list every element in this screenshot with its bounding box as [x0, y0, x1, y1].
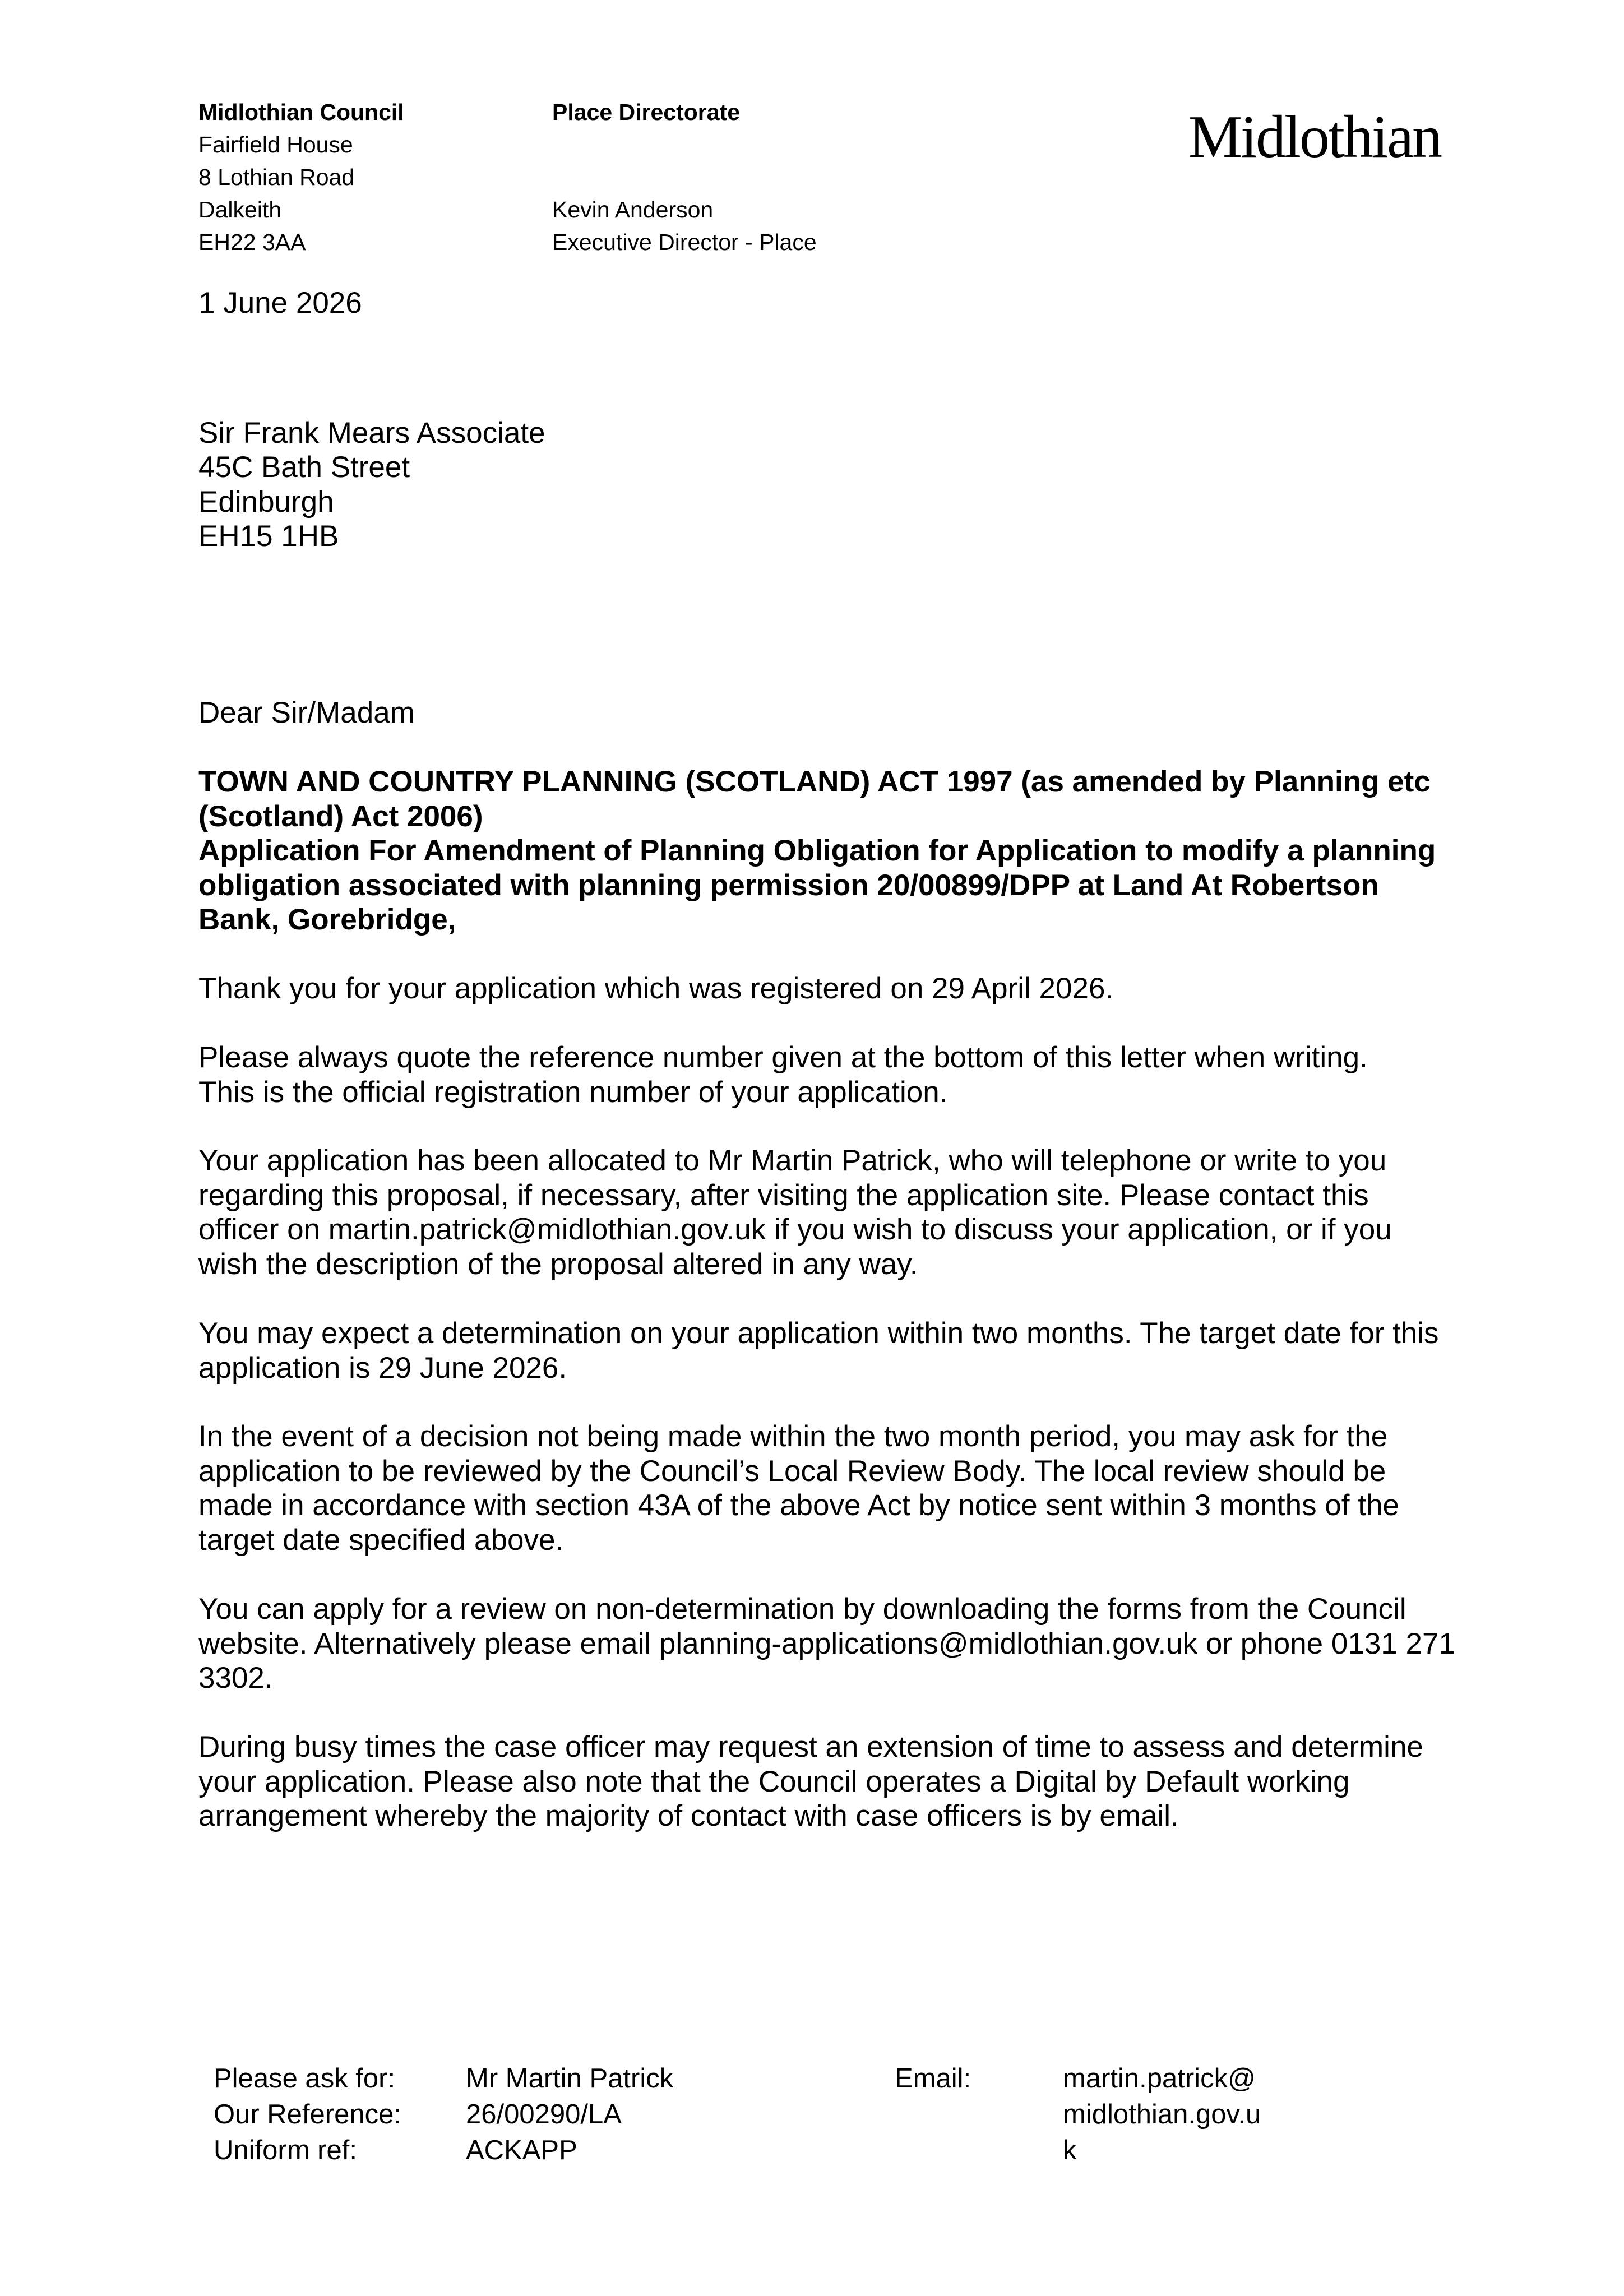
address-line-4: EH22 3AA	[198, 229, 306, 255]
ask-for-value: Mr Martin Patrick	[466, 2063, 674, 2094]
letter-date: 1 June 2026	[198, 286, 362, 320]
paragraph-local-review: In the event of a decision not being made within the two month period, you may ask for the application to be reviewed by the Council’s Local Review Body. The local review should be made in accordance with section 43A of the above Act by notice sent within 3 months of the target date specified above.	[198, 1420, 1399, 1557]
email-line-2: midlothian.gov.u	[1063, 2099, 1261, 2130]
email-line-1: martin.patrick@	[1063, 2063, 1256, 2094]
directorate: Place Directorate	[552, 99, 741, 125]
reference-label: Our Reference:	[214, 2099, 401, 2130]
subject-application: Application For Amendment of Planning Obligation for Application to modify a planning obligation associated with planning permission 20/00899/DPP at Land At Robertson Bank, Gorebridge,	[198, 834, 1436, 936]
recipient-line-3: Edinburgh	[198, 485, 334, 519]
recipient-line-4: EH15 1HB	[198, 520, 339, 553]
ask-for-label: Please ask for:	[214, 2063, 396, 2094]
subject-act: TOWN AND COUNTRY PLANNING (SCOTLAND) ACT 1997 (as amended by Planning etc (Scotland) Act 2006)	[198, 765, 1431, 833]
paragraph-non-determination: You can apply for a review on non-determination by downloading the forms from the Council website. Alternatively please email planning-applications@midlothian.gov.uk or phone 0131 271 3302.	[198, 1593, 1455, 1695]
address-line-1: Fairfield House	[198, 132, 353, 158]
salutation: Dear Sir/Madam	[198, 696, 415, 729]
paragraph-allocated-officer: Your application has been allocated to Mr Martin Patrick, who will telephone or write to you regarding this proposal, if necessary, after visiting the application site. Please contact this officer on martin.patrick@midlothian.gov.uk if you wish to discuss your application, or if you wish the description of the proposal altered in any way.	[198, 1144, 1392, 1281]
recipient-line-2: 45C Bath Street	[198, 451, 410, 484]
uniform-ref-value: ACKAPP	[466, 2135, 577, 2165]
email-label: Email:	[895, 2063, 971, 2094]
address-line-2: 8 Lothian Road	[198, 164, 355, 190]
uniform-ref-label: Uniform ref:	[214, 2135, 357, 2165]
email-line-3: k	[1063, 2135, 1077, 2165]
paragraph-target-date: You may expect a determination on your application within two months. The target date for this application is 29 June 2026.	[198, 1317, 1439, 1385]
paragraph-quote-reference: Please always quote the reference number given at the bottom of this letter when writing. This is the official registration number of your application.	[198, 1041, 1368, 1109]
council-logo: Midlothian	[1188, 104, 1441, 170]
paragraph-digital-by-default: During busy times the case officer may request an extension of time to assess and determine your application. Please also note that the Council operates a Digital by Default working arrangement whereby the majority of contact with case officers is by email.	[198, 1730, 1423, 1832]
paragraph-registered: Thank you for your application which was registered on 29 April 2026.	[198, 972, 1114, 1005]
director-title: Executive Director - Place	[552, 229, 817, 255]
reference-value: 26/00290/LA	[466, 2099, 622, 2130]
recipient-line-1: Sir Frank Mears Associate	[198, 416, 545, 450]
org-name: Midlothian Council	[198, 99, 404, 125]
address-line-3: Dalkeith	[198, 197, 282, 223]
director-name: Kevin Anderson	[552, 197, 714, 223]
